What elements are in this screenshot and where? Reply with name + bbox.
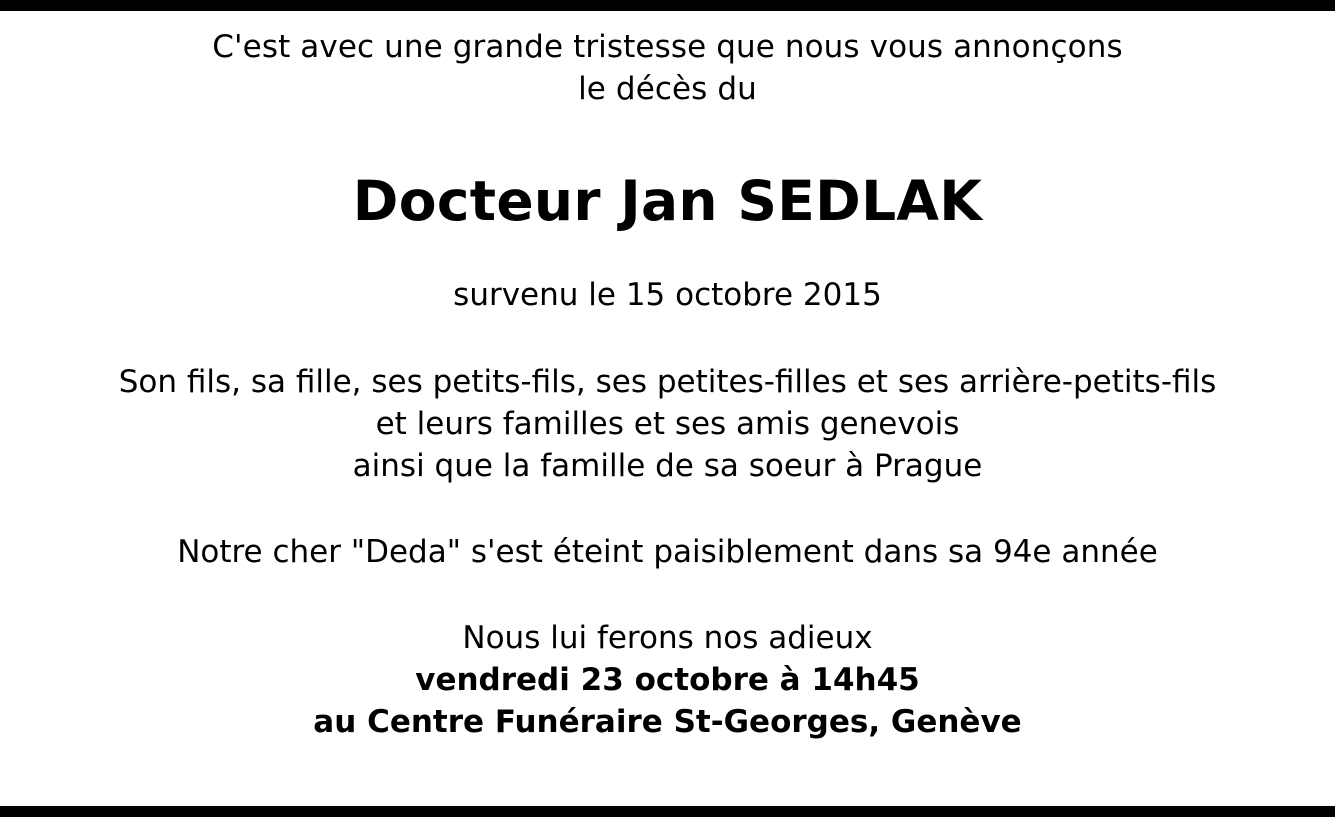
family-line-2: et leurs familles et ses amis genevois bbox=[375, 406, 960, 442]
top-rule-divider bbox=[0, 0, 1335, 11]
farewell-line-1: Nous lui ferons nos adieux bbox=[462, 620, 873, 656]
tribute-text: Notre cher "Deda" s'est éteint paisiblement dans sa 94e année bbox=[177, 534, 1158, 570]
date-of-death: survenu le 15 octobre 2015 bbox=[453, 277, 882, 313]
bottom-rule-divider bbox=[0, 806, 1335, 817]
farewell-block bbox=[0, 617, 1335, 743]
intro-line-2: le décès du bbox=[578, 71, 757, 107]
family-line-3: ainsi que la famille de sa soeur à Prague bbox=[352, 448, 983, 484]
intro-line-1: C'est avec une grande tristesse que nous vous annonçons bbox=[212, 29, 1123, 65]
family-line-1: Son fils, sa fille, ses petits-fils, ses petites-filles et ses arrière-petits-fils bbox=[118, 364, 1217, 400]
intro-block bbox=[0, 26, 1335, 110]
farewell-location: au Centre Funéraire St-Georges, Genève bbox=[313, 704, 1022, 740]
family-block bbox=[0, 361, 1335, 487]
deceased-name: Docteur Jan SEDLAK bbox=[352, 169, 983, 233]
farewell-datetime: vendredi 23 octobre à 14h45 bbox=[415, 662, 920, 698]
notice-content bbox=[0, 11, 1335, 806]
